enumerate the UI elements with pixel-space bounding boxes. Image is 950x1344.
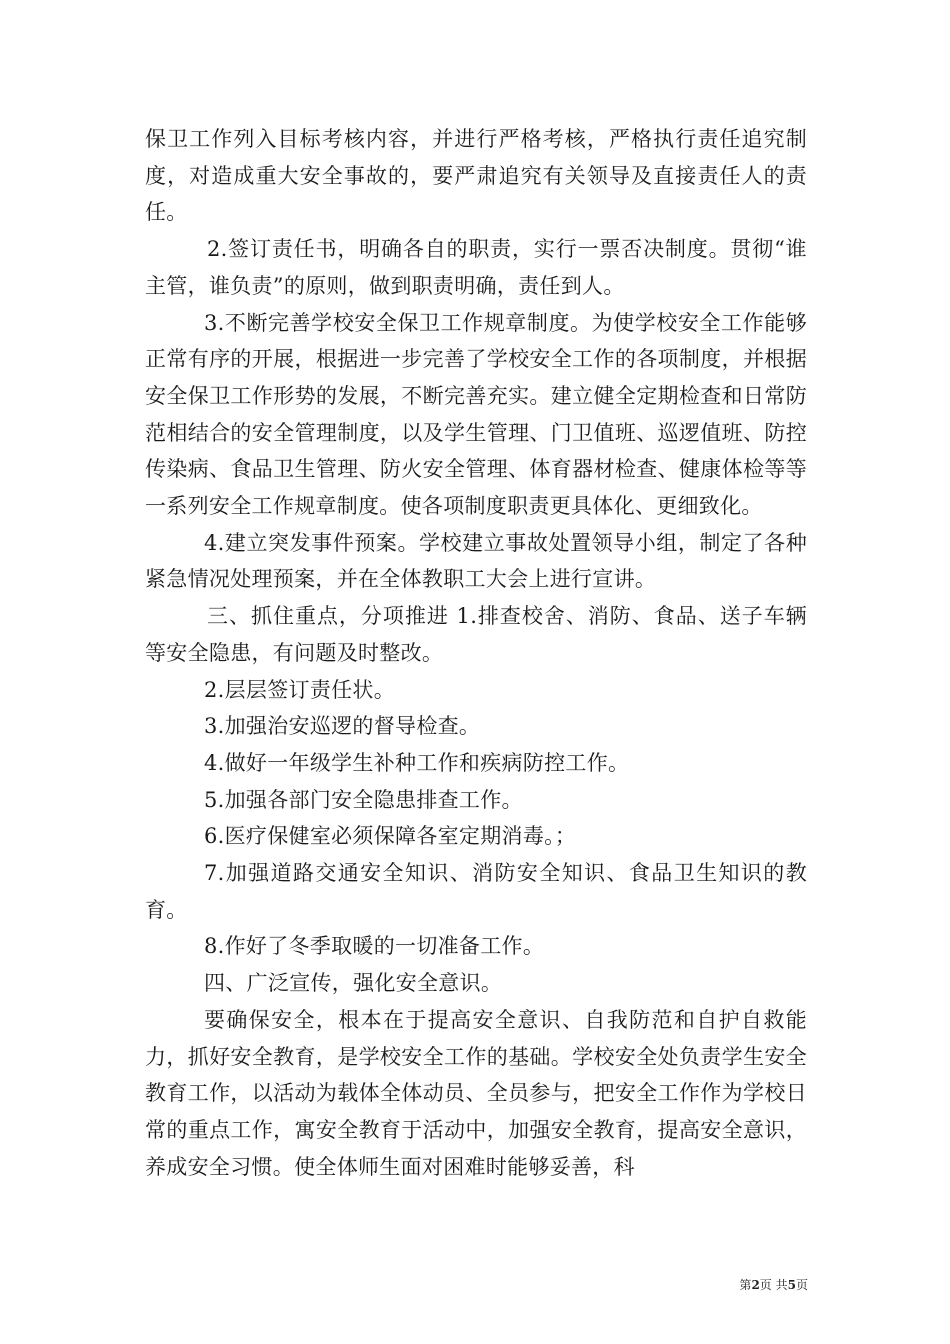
list-item: 5.加强各部门安全隐患排查工作。 (204, 787, 523, 812)
list-item: 4.做好一年级学生补种工作和疾病防控工作。 (204, 750, 630, 775)
footer-prefix: 第 (739, 1278, 752, 1292)
list-item: 8.作好了冬季取暖的一切准备工作。 (204, 934, 545, 959)
total-pages-number: 5 (787, 1278, 796, 1292)
section-heading-3: 三、抓住重点，分项推进 1.排查校舍、消防、食品、送子车辆等安全隐患，有问题及时整改。 (145, 604, 807, 665)
section-heading-4: 四、广泛宣传，强化安全意识。 (204, 971, 503, 996)
list-item: 3.加强治安巡逻的督导检查。 (204, 714, 481, 739)
page-number-footer (700, 1277, 808, 1293)
paragraph-item-2: 2.签订责任书，明确各自的职责，实行一票否决制度。贯彻“谁主管，谁负责”的原则，做到职责明确，责任到人。 (145, 237, 807, 298)
paragraph-continuation: 保卫工作列入目标考核内容，并进行严格考核，严格执行责任追究制度，对造成重大安全事故的，要严肃追究有关领导及直接责任人的责任。 (145, 127, 807, 225)
footer-suffix: 页 (795, 1278, 808, 1292)
list-item: 6.医疗保健室必须保障各室定期消毒。； (204, 824, 577, 849)
footer-middle: 页 共 (759, 1278, 788, 1292)
list-item: 7.加强道路交通安全知识、消防安全知识、食品卫生知识的教育。 (145, 861, 807, 922)
current-page-number: 2 (751, 1278, 760, 1292)
list-item: 2.层层签订责任状。 (204, 677, 396, 702)
document-body (145, 121, 807, 1185)
paragraph-item-3: 3.不断完善学校安全保卫工作规章制度。为使学校安全工作能够正常有序的开展，根据进一步完善了学校安全工作的各项制度，并根据安全保卫工作形势的发展，不断完善充实。建立健全定期检查和日常防范相结合的安全管理制度，以及学生管理、门卫值班、巡逻值班、防控传染病、食品卫生管理、防火安全管理、体育器材检查、健康体检等等一系列安全工作规章制度。使各项制度职责更具体化、更细致化。 (145, 310, 807, 519)
paragraph-item-4: 4.建立突发事件预案。学校建立事故处置领导小组，制定了各种紧急情况处理预案，并在全体教职工大会上进行宣讲。 (145, 530, 807, 592)
paragraph-safety-education: 要确保安全，根本在于提高安全意识、自我防范和自护自救能力，抓好安全教育，是学校安全工作的基础。学校安全处负责学生安全教育工作，以活动为载体全体动员、全员参与，把安全工作作为学校日常的重点工作，寓安全教育于活动中，加强安全教育，提高安全意识，养成安全习惯。使全体师生面对困难时能够妥善，科 (145, 1007, 807, 1179)
